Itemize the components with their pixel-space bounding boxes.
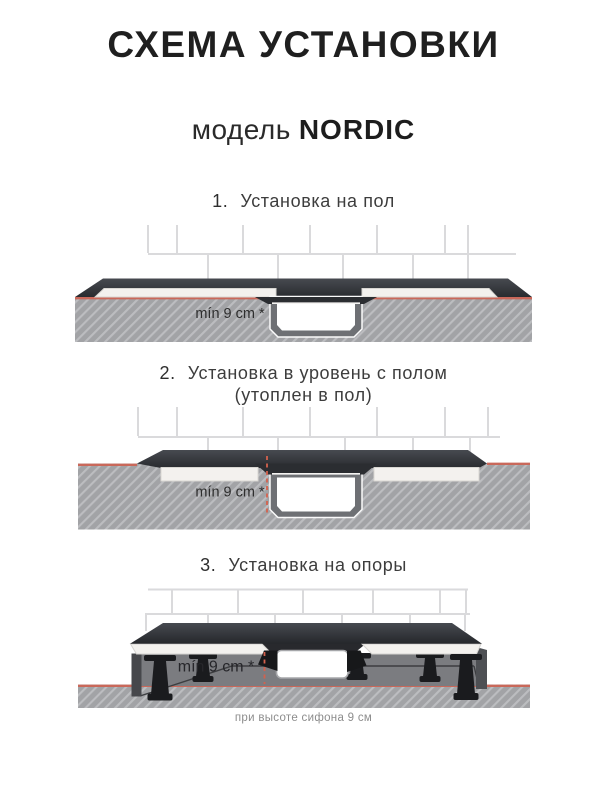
tray-drain-dip xyxy=(255,464,377,475)
model-label xyxy=(0,114,607,146)
section-heading-2 xyxy=(0,362,607,406)
dimension-label: mín 9 cm * xyxy=(195,484,265,501)
section-number-3: 3. xyxy=(200,555,217,575)
dimension-label: mín 9 cm * xyxy=(177,658,255,676)
shower-tray xyxy=(130,623,482,644)
siphon-niche xyxy=(270,472,362,518)
section-heading-3 xyxy=(0,554,607,576)
right-side-face xyxy=(476,647,487,689)
section-title-2: Установка в уровень с полом xyxy=(187,363,448,383)
siphon-cavity xyxy=(277,478,355,512)
left-side-face xyxy=(132,654,142,697)
section-title-2-line1 xyxy=(0,362,607,384)
diagram-flush-install xyxy=(0,404,607,535)
model-prefix: модель xyxy=(191,114,291,145)
section-subtitle-2: (утоплен в пол) xyxy=(234,385,373,405)
page-title: СХЕМА УСТАНОВКИ xyxy=(107,24,500,65)
section-number-1: 1. xyxy=(212,191,229,211)
siphon-box xyxy=(277,651,349,679)
section-title-3: Установка на опоры xyxy=(228,555,407,575)
model-name: NORDIC xyxy=(298,114,416,145)
section-title-1: Установка на пол xyxy=(240,191,395,211)
siphon-cavity xyxy=(277,302,355,331)
diagram-floor-install xyxy=(0,218,607,348)
section-number-2: 2. xyxy=(159,363,176,383)
footnote: при высоте сифона 9 см xyxy=(234,712,373,724)
diagram-supports-install xyxy=(0,584,607,712)
dimension-label: mín 9 cm * xyxy=(195,306,265,322)
section-heading-1 xyxy=(0,190,607,212)
